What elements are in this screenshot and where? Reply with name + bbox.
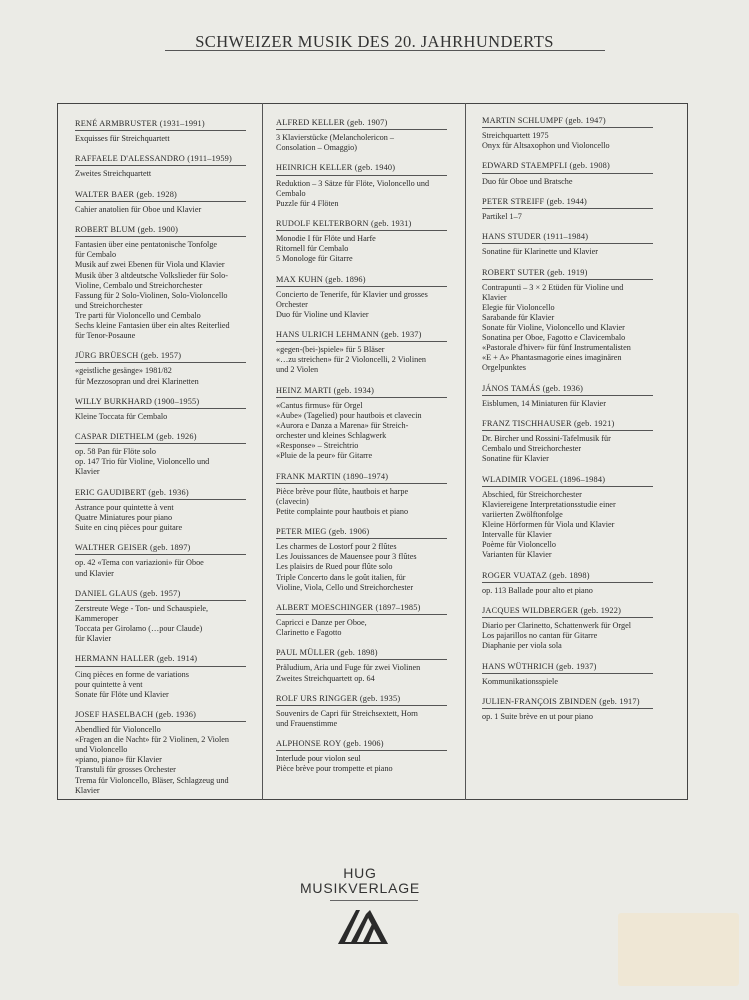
composer-name: MAX KUHN (geb. 1896) xyxy=(276,275,447,287)
composer-entry xyxy=(482,161,657,186)
work-title: Eisblumen, 14 Miniaturen für Klavier xyxy=(482,398,606,408)
page-title: SCHWEIZER MUSIK DES 20. JAHRHUNDERTS xyxy=(195,32,554,51)
work-title: Dr. Bircher und Rossini-Tafelmusik für xyxy=(482,434,611,444)
composer-name: FRANZ TISCHHAUSER (geb. 1921) xyxy=(482,419,653,431)
composer-entry xyxy=(276,163,451,208)
composer-entry xyxy=(75,432,250,477)
work-title: Kommunikationsspiele xyxy=(482,676,558,686)
composer-entry xyxy=(75,190,250,215)
composer-entry xyxy=(276,118,451,153)
work-title: Intervalle für Klavier xyxy=(482,530,552,540)
work-title: Capricci e Danze per Oboe, xyxy=(276,617,367,627)
column-divider xyxy=(465,103,466,800)
work-title: Astrance pour quintette à vent xyxy=(75,502,174,512)
work-title: Interlude pour violon seul xyxy=(276,754,361,764)
composer-name: HEINZ MARTI (geb. 1934) xyxy=(276,386,447,398)
composer-entry xyxy=(75,710,250,796)
work-title: Souvenirs de Capri für Streichsextett, Horn xyxy=(276,708,418,718)
work-title: Kleine Toccata für Cembalo xyxy=(75,411,168,421)
composer-entry xyxy=(75,119,250,144)
work-title: «E + A» Phantasmagorie eines imaginären xyxy=(482,353,622,363)
composer-entry xyxy=(482,662,657,687)
work-title: Violine, Viola, Cello und Streichorchester xyxy=(276,582,414,592)
composer-entry xyxy=(482,697,657,722)
work-title: «Fragen an die Nacht» für 2 Violinen, 2 Violen xyxy=(75,735,230,745)
composer-entry xyxy=(75,397,250,422)
work-title: für Mezzosopran und drei Klarinetten xyxy=(75,376,199,386)
composer-name: EDWARD STAEMPFLI (geb. 1908) xyxy=(482,161,653,173)
composer-name: ALFRED KELLER (geb. 1907) xyxy=(276,118,447,130)
composer-entry xyxy=(276,219,451,264)
catalog-column-3 xyxy=(482,103,657,732)
composer-entry xyxy=(75,488,250,533)
publisher-name-line2: MUSIKVERLAGE xyxy=(299,880,421,896)
work-title: pour quintette à vent xyxy=(75,679,143,689)
work-title: Clarinetto e Fagotto xyxy=(276,628,342,638)
composer-entry xyxy=(75,654,250,699)
work-title: Transtuli für grosses Orchester xyxy=(75,765,176,775)
work-title: Los pajarillos no cantan für Gitarre xyxy=(482,631,598,641)
composer-name: FRANK MARTIN (1890–1974) xyxy=(276,472,447,484)
composer-entry xyxy=(276,386,451,462)
work-title: Sarabande für Klavier xyxy=(482,312,555,322)
work-title: Tre parti für Violoncello und Cembalo xyxy=(75,310,201,320)
composer-entry xyxy=(276,739,451,774)
work-title: Cahier anatolien für Oboe und Klavier xyxy=(75,204,202,214)
composer-entry xyxy=(482,571,657,596)
composer-entry xyxy=(75,589,250,644)
composer-name: HERMANN HALLER (geb. 1914) xyxy=(75,654,246,666)
work-title: Suite en cinq pièces pour guitare xyxy=(75,523,183,533)
composer-name: PETER MIEG (geb. 1906) xyxy=(276,527,447,539)
work-title: Diaphanie per viola sola xyxy=(482,641,562,651)
composer-name: JÁNOS TAMÁS (geb. 1936) xyxy=(482,384,653,396)
composer-entry xyxy=(482,268,657,374)
work-title: Les Jouissances de Mauensee pour 3 flûtes xyxy=(276,552,417,562)
work-title: Ritornell für Cembalo xyxy=(276,244,349,254)
composer-entry xyxy=(75,543,250,578)
work-title: op. 147 Trio für Violine, Violoncello und xyxy=(75,457,210,467)
work-title: Onyx für Altsaxophon und Violoncello xyxy=(482,141,610,151)
work-title: Orgelpunktes xyxy=(482,363,526,373)
work-title: und Frauenstimme xyxy=(276,719,338,728)
work-title: Violine, Cembalo und Streichorchester xyxy=(75,280,203,290)
composer-name: ROGER VUATAZ (geb. 1898) xyxy=(482,571,653,583)
publisher-rule xyxy=(330,900,418,901)
composer-name: ROBERT SUTER (geb. 1919) xyxy=(482,268,653,280)
composer-entry xyxy=(482,232,657,257)
work-title: «Aurora e Danza a Marena» für Streich- xyxy=(276,421,409,430)
work-title: 5 Monologe für Gitarre xyxy=(276,254,353,264)
work-title: Duo für Oboe und Bratsche xyxy=(482,176,573,186)
composer-name: JÜRG BRÜESCH (geb. 1957) xyxy=(75,351,246,363)
work-title: «…zu streichen» für 2 Violoncelli, 2 Violinen xyxy=(276,355,426,365)
work-title: Klaviereigene Interpretationsstudie einer xyxy=(482,499,616,509)
publisher-name-line1: HUG xyxy=(343,865,377,881)
composer-entry xyxy=(276,472,451,517)
composer-name: JULIEN-FRANÇOIS ZBINDEN (geb. 1917) xyxy=(482,697,653,709)
composer-name: ALPHONSE ROY (geb. 1906) xyxy=(276,739,447,751)
work-title: op. 1 Suite brève en ut pour piano xyxy=(482,712,593,721)
work-title: op. 113 Ballade pour alto et piano xyxy=(482,585,593,595)
work-title: und 2 Violen xyxy=(276,365,319,375)
composer-name: ROLF URS RINGGER (geb. 1935) xyxy=(276,694,447,706)
work-title: Puzzle für 4 Flöten xyxy=(276,198,339,208)
work-title: Abschied, für Streichorchester xyxy=(482,489,582,499)
work-title: Les plaisirs de Rued pour flûte solo xyxy=(276,562,393,572)
work-title: Klavier xyxy=(75,785,100,795)
work-title: Varianten für Klavier xyxy=(482,550,552,560)
composer-entry xyxy=(482,419,657,464)
composer-name: ERIC GAUDIBERT (geb. 1936) xyxy=(75,488,246,500)
title-underline xyxy=(165,50,605,51)
work-title: Fassung für 2 Solo-Violinen, Solo-Violoncello xyxy=(75,290,228,300)
work-title: Cinq pièces en forme de variations xyxy=(75,669,189,679)
catalog-column-2 xyxy=(276,103,451,785)
catalog-column-1 xyxy=(75,103,250,806)
work-title: «geistliche gesänge» 1981/82 xyxy=(75,366,172,376)
work-title: Pièce brève pour flûte, hautbois et harpe xyxy=(276,486,409,496)
work-title: Zweites Streichquartett xyxy=(75,169,152,179)
composer-entry xyxy=(276,527,451,593)
composer-entry xyxy=(75,154,250,179)
composer-name: ROBERT BLUM (geb. 1900) xyxy=(75,225,246,237)
work-title: Klavier xyxy=(75,467,100,477)
work-title: Sonate für Flöte und Klavier xyxy=(75,689,169,699)
work-title: Streichquartett 1975 xyxy=(482,131,549,141)
work-title: 3 Klavierstücke (Melancholericon – xyxy=(276,133,394,143)
work-title: und Violoncello xyxy=(75,745,128,755)
work-title: Sonatina per Oboe, Fagotto e Clavicembalo xyxy=(482,333,626,343)
composer-entry xyxy=(276,275,451,320)
work-title: «Aube» (Tagelied) pour hautbois et clavecin xyxy=(276,410,422,420)
work-title: Triple Concerto dans le goût italien, für xyxy=(276,572,406,582)
work-title: Reduktion – 3 Sätze für Flöte, Violoncello und xyxy=(276,178,430,188)
composer-entry xyxy=(276,603,451,638)
work-title: Zweites Streichquartett op. 64 xyxy=(276,673,375,683)
composer-entry xyxy=(75,225,250,341)
composer-name: JACQUES WILDBERGER (geb. 1922) xyxy=(482,606,653,618)
composer-entry xyxy=(276,648,451,683)
work-title: Elegie für Violoncello xyxy=(482,302,555,312)
work-title: «Cantus firmus» für Orgel xyxy=(276,400,363,410)
work-title: Orchester xyxy=(276,299,308,309)
work-title: für Tenor-Posaune xyxy=(75,331,136,341)
work-title: Musik über 3 altdeutsche Volkslieder für Solo- xyxy=(75,270,228,280)
composer-name: RENÉ ARMBRUSTER (1931–1991) xyxy=(75,119,246,131)
work-title: Sonate für Violine, Violoncello und Klavier xyxy=(482,323,625,333)
work-title: für Cembalo xyxy=(75,250,117,260)
work-title: Sonatine für Klavier xyxy=(482,454,549,464)
composer-name: WALTER BAER (geb. 1928) xyxy=(75,190,246,202)
work-title: Fantasien über eine pentatonische Tonfolge xyxy=(75,240,218,250)
work-title: Duo für Violine und Klavier xyxy=(276,309,369,319)
composer-name: PAUL MÜLLER (geb. 1898) xyxy=(276,648,447,660)
composer-name: MARTIN SCHLUMPF (geb. 1947) xyxy=(482,116,653,128)
work-title: Abendlied für Violoncello xyxy=(75,725,161,735)
work-title: Exquisses für Streichquartett xyxy=(75,134,170,144)
work-title: Contrapunti – 3 × 2 Etüden für Violine und xyxy=(482,282,624,292)
composer-name: WILLY BURKHARD (1900–1955) xyxy=(75,397,246,409)
work-title: für Klavier xyxy=(75,634,112,644)
price-sticker xyxy=(618,913,739,986)
work-title: und Streichorchester xyxy=(75,300,143,310)
work-title: Zerstreute Wege - Ton- und Schauspiele, xyxy=(75,603,209,613)
composer-name: HANS WÜTHRICH (geb. 1937) xyxy=(482,662,653,674)
work-title: (clavecin) xyxy=(276,496,309,506)
work-title: «Pastorale d'hiver» für fünf Instrumentalisten xyxy=(482,343,631,353)
work-title: Kleine Hörformen für Viola und Klavier xyxy=(482,520,615,530)
work-title: Kammeroper xyxy=(75,613,119,623)
work-title: Quatre Miniatures pour piano xyxy=(75,512,173,522)
composer-name: ALBERT MOESCHINGER (1897–1985) xyxy=(276,603,447,615)
work-title: Diario per Clarinetto, Schattenwerk für Orgel xyxy=(482,621,631,631)
work-title: Trema für Violoncello, Bläser, Schlagzeug und xyxy=(75,775,229,785)
composer-entry xyxy=(276,330,451,375)
work-title: Cembalo xyxy=(276,188,306,198)
column-divider xyxy=(262,103,263,800)
work-title: «piano, piano» für Klavier xyxy=(75,755,162,765)
composer-name: PETER STREIFF (geb. 1944) xyxy=(482,197,653,209)
work-title: Petite complainte pour hautbois et piano xyxy=(276,506,409,516)
composer-entry xyxy=(482,116,657,151)
work-title: Cembalo und Streichorchester xyxy=(482,444,582,454)
publisher-logo-icon xyxy=(336,906,390,946)
composer-name: RUDOLF KELTERBORN (geb. 1931) xyxy=(276,219,447,231)
composer-entry xyxy=(482,197,657,222)
work-title: variierten Zwölftonfolge xyxy=(482,509,563,519)
work-title: Poème für Violoncello xyxy=(482,540,556,550)
work-title: und Klavier xyxy=(75,568,114,578)
work-title: Monodie I für Flöte und Harfe xyxy=(276,234,376,244)
work-title: Consolation – Omaggio) xyxy=(276,143,357,153)
work-title: Partikel 1–7 xyxy=(482,211,522,221)
composer-entry xyxy=(482,384,657,409)
composer-entry xyxy=(75,351,250,386)
composer-name: DANIEL GLAUS (geb. 1957) xyxy=(75,589,246,601)
work-title: Concierto de Tenerife, für Klavier und grosses xyxy=(276,289,428,299)
work-title: Toccata per Girolamo (…pour Claude) xyxy=(75,624,203,634)
composer-name: CASPAR DIETHELM (geb. 1926) xyxy=(75,432,246,444)
composer-name: HEINRICH KELLER (geb. 1940) xyxy=(276,163,447,175)
work-title: op. 42 «Tema con variazioni» für Oboe xyxy=(75,558,204,568)
work-title: «gegen-(bei-)spiele» für 5 Bläser xyxy=(276,345,385,355)
composer-entry xyxy=(276,694,451,729)
composer-name: JOSEF HASELBACH (geb. 1936) xyxy=(75,710,246,722)
composer-name: HANS ULRICH LEHMANN (geb. 1937) xyxy=(276,330,447,342)
work-title: «Pluie de la peur» für Gitarre xyxy=(276,451,373,461)
composer-entry xyxy=(482,475,657,561)
composer-name: RAFFAELE D'ALESSANDRO (1911–1959) xyxy=(75,154,246,166)
composer-entry xyxy=(482,606,657,651)
work-title: Klavier xyxy=(482,292,507,302)
work-title: Sonatine für Klarinette und Klavier xyxy=(482,247,598,257)
work-title: op. 58 Pan für Flöte solo xyxy=(75,447,156,457)
work-title: Les charmes de Lostorf pour 2 flûtes xyxy=(276,542,397,552)
work-title: Präludium, Aria und Fuge für zwei Violinen xyxy=(276,663,421,673)
work-title: Pièce brève pour trompette et piano xyxy=(276,764,393,774)
work-title: Sechs kleine Fantasien über ein altes Reiterlied xyxy=(75,320,230,330)
work-title: orchester und kleines Schlagwerk xyxy=(276,431,387,441)
composer-name: WLADIMIR VOGEL (1896–1984) xyxy=(482,475,653,487)
work-title: Musik auf zwei Ebenen für Viola und Klavier xyxy=(75,260,225,270)
work-title: «Response» – Streichtrio xyxy=(276,441,359,451)
composer-name: HANS STUDER (1911–1984) xyxy=(482,232,653,244)
composer-name: WALTHER GEISER (geb. 1897) xyxy=(75,543,246,555)
